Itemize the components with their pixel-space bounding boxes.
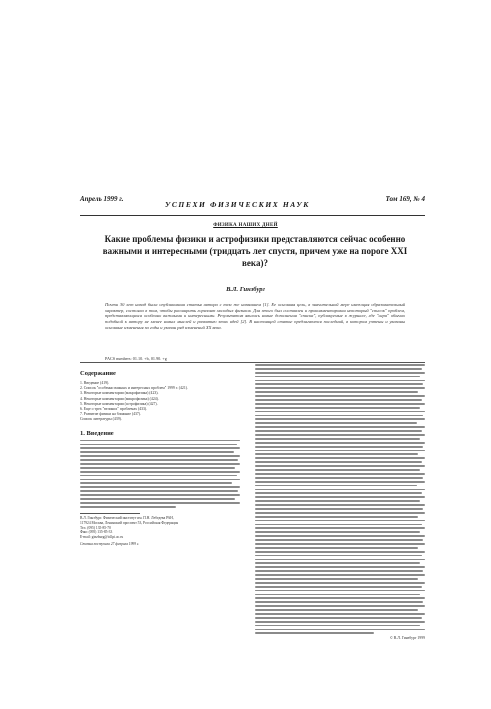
article-author: В.Л. Гинзбург <box>226 286 265 293</box>
footnote-rule <box>80 513 140 514</box>
abstract-divider <box>80 362 425 363</box>
left-column <box>80 370 240 547</box>
copyright-signature: © В.Л. Гинзбург 1999 <box>389 636 425 641</box>
author-email-line: E-mail: ginzburg@td.lpi.ac.ru <box>80 534 124 539</box>
volume-number: Том 169, № 4 <box>385 195 425 203</box>
article-title: Какие проблемы физики и астрофизики представляются сейчас особенно важными и интересными (тридцать лет спустя, причем уже на пороге XXI века)? <box>102 234 408 268</box>
article-abstract: Почти 30 лет назад была опубликована статья автора с тем же названием [1]. Ее основная цель, в значительной мере имеющая образовательный характер, состояла в том, чтобы расширить горизонт молодых физиков. Для этого был составлен и прокомментирован некоторый "список" проблем, представляющихся особенно важными и интересными. Результатом явились новые дополнения "списка", публикуемые в журнале, где "игра" обычно подобной к автору не менее новых мыслей и развитию этих идей [2]. В настоящей статье предлагаются последний, в котором учтены и указаны основные изменения за годы и указан ряд изменений XX века. <box>105 302 405 330</box>
author-address-line: 117924 Москва, Ленинский проспект 53, Российская Федерация <box>80 520 179 525</box>
journal-header <box>80 195 425 217</box>
pacs-numbers: PACS numbers: 01.10. +b, 01.90. +g <box>105 356 167 361</box>
toc-heading: Содержание <box>80 370 116 377</box>
intro-text-block <box>80 440 240 508</box>
right-column <box>255 364 425 640</box>
author-phone-line: Тел. (095) 135-85-70 <box>80 525 111 530</box>
toc-list <box>80 381 240 423</box>
toc-item: Список литературы (439). <box>80 417 122 422</box>
journal-name: УСПЕХИ ФИЗИЧЕСКИХ НАУК <box>165 200 310 209</box>
toc-item: 3. Некоторые комментарии (макрофизика) (423). <box>80 391 159 396</box>
toc-item: 5. Некоторые комментарии (астрофизика) (427). <box>80 401 158 406</box>
intro-heading: 1. Введение <box>80 429 114 437</box>
right-column-text-block <box>255 364 425 634</box>
author-fax-line: Факс (095) 135-85-33 <box>80 530 113 535</box>
author-affiliation-line: В.Л. Гинзбург. Физический институт им. П.Н. Лебедева РАН, <box>80 516 174 521</box>
section-rubric: ФИЗИКА НАШИХ ДНЕЙ <box>213 223 278 228</box>
toc-item: 1. Введение (419). <box>80 381 110 385</box>
toc-item: 7. Развитие физики на ближние (437). <box>80 412 142 417</box>
issue-date: Апрель 1999 г. <box>80 195 124 203</box>
header-rule <box>80 215 425 216</box>
toc-item: 2. Список "особенно важных и интересных проблем" 1999 г. (421). <box>80 386 188 391</box>
received-date-line: Статья поступила 27 февраля 1999 г. <box>80 542 140 547</box>
toc-item: 6. Еще о трех "великих" проблемах (433). <box>80 407 148 412</box>
toc-item: 4. Некоторые комментарии (микрофизика) (424). <box>80 396 159 401</box>
